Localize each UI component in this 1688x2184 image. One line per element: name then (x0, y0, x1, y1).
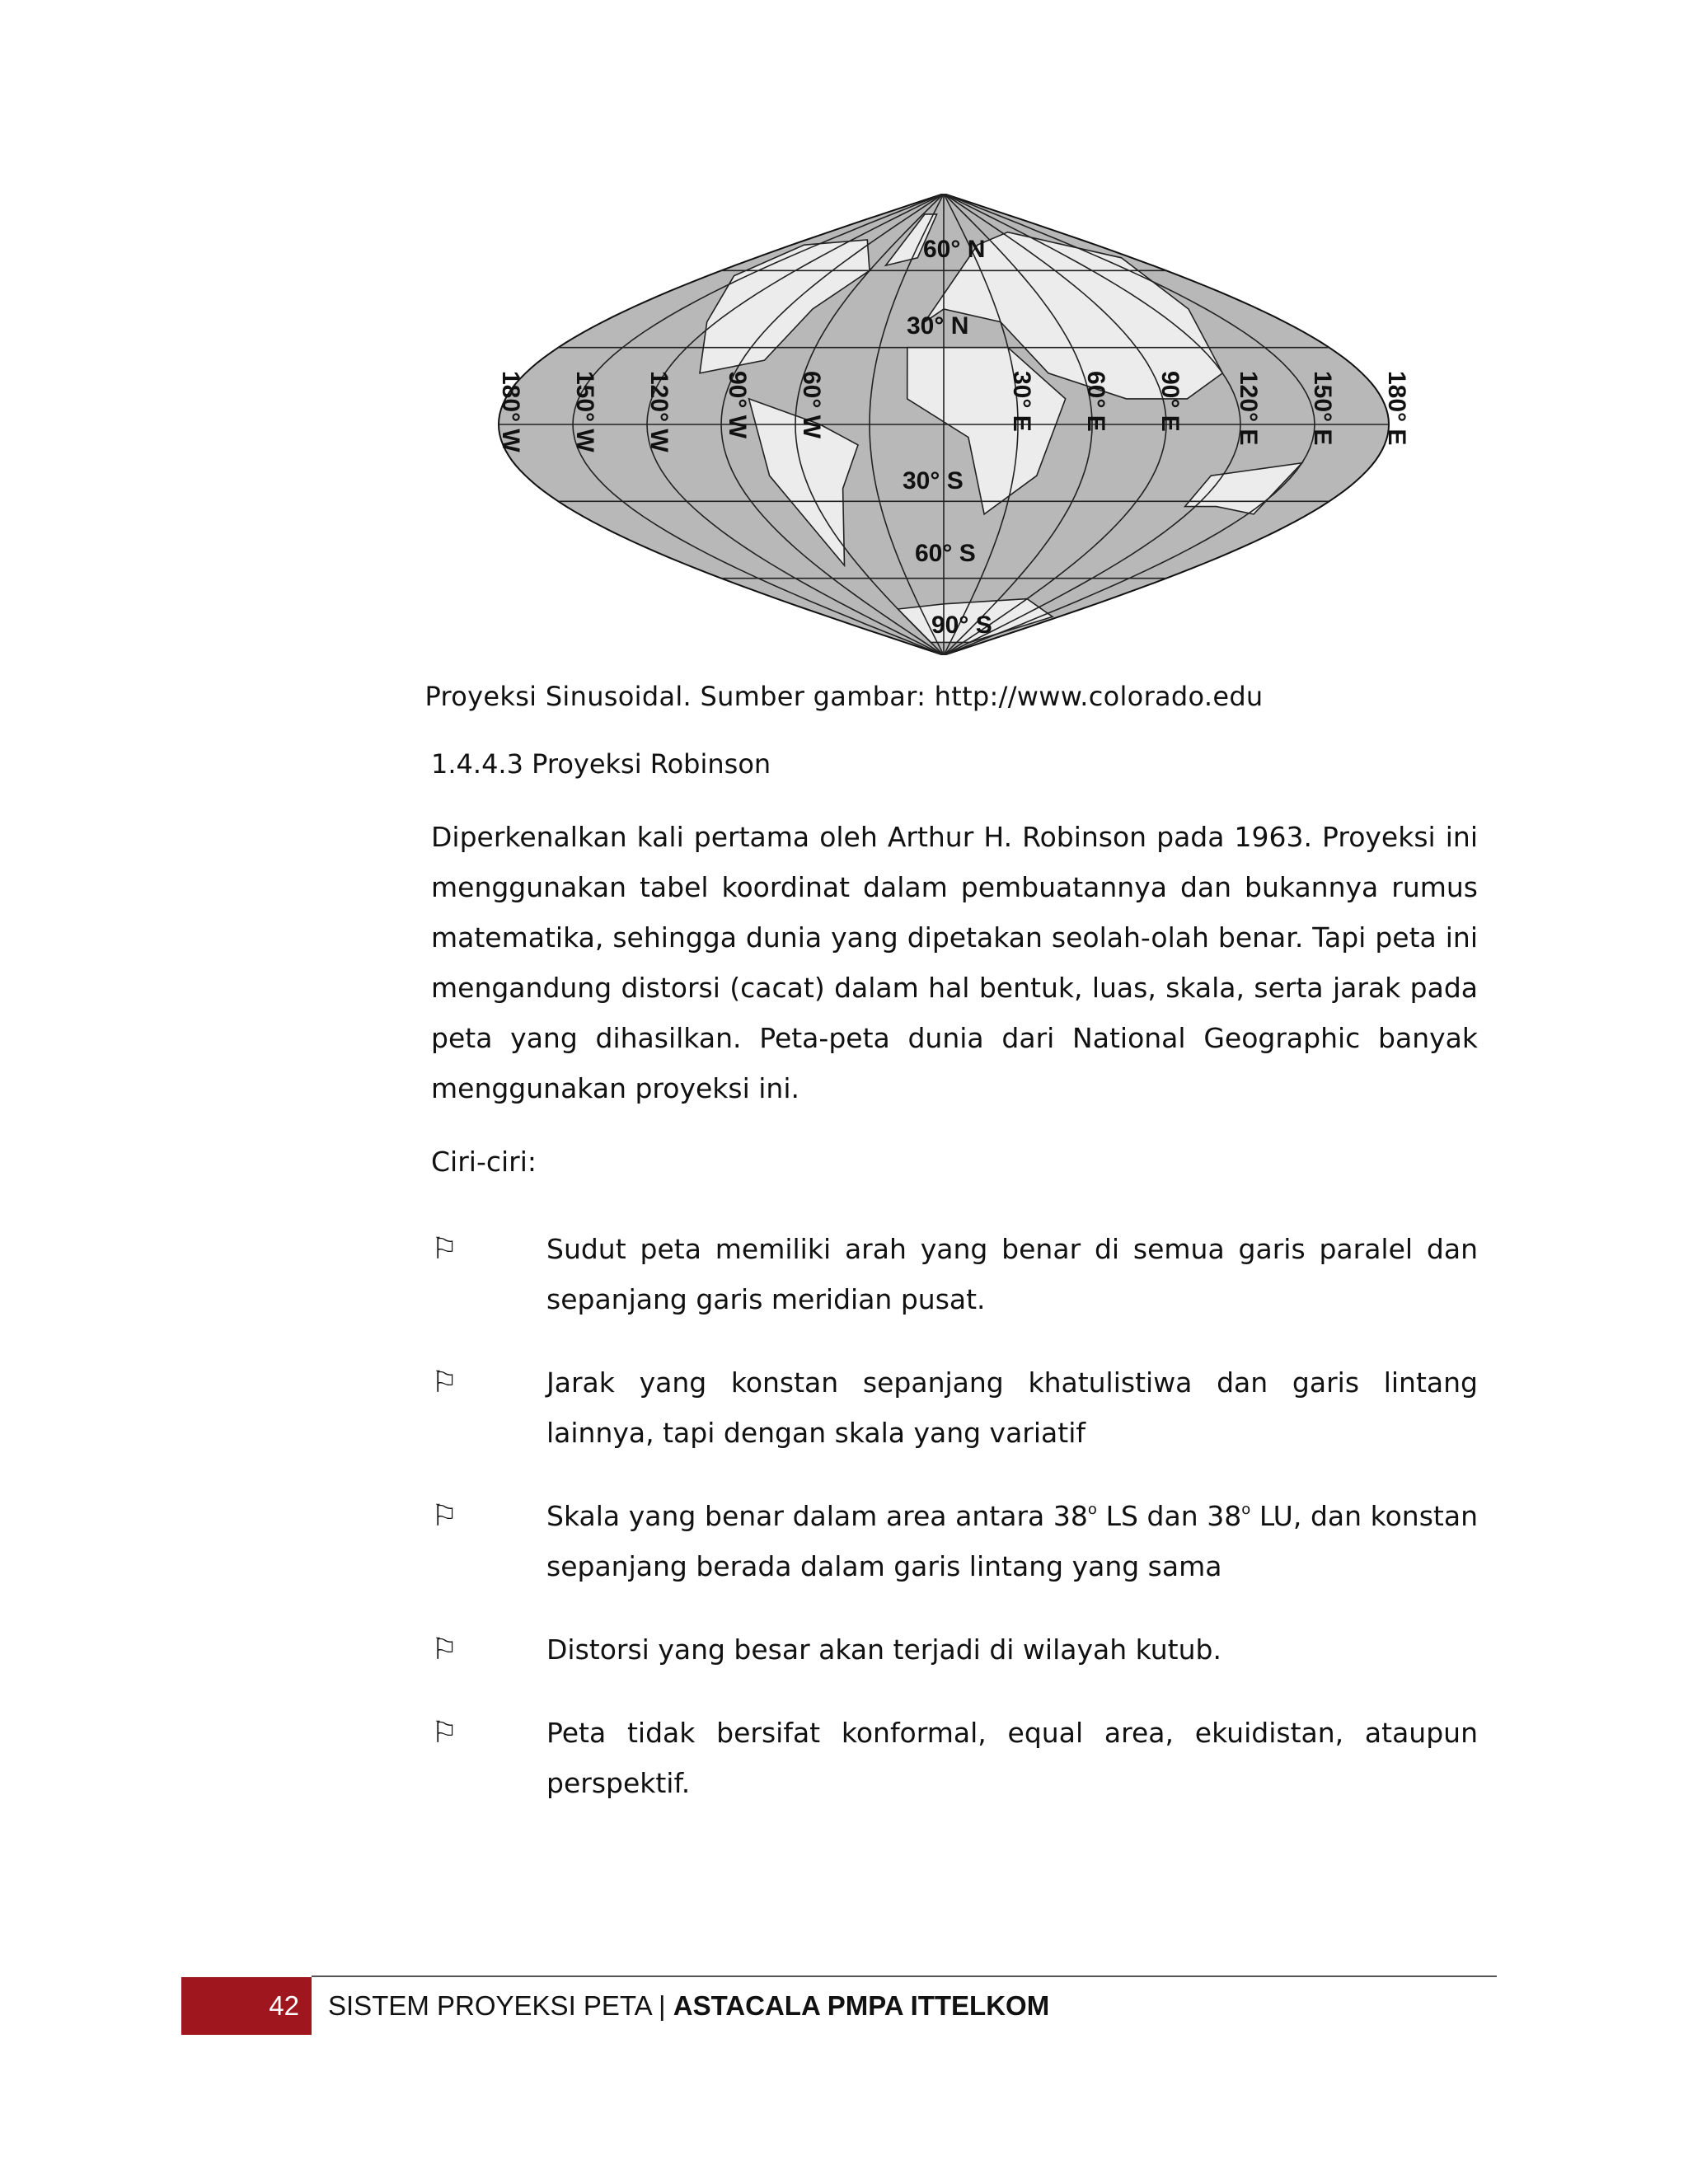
bullet-text: Sudut peta memiliki arah yang benar di semua garis paralel dan sepanjang garis meridian pusat. (546, 1233, 1478, 1315)
footer-title (328, 1977, 1049, 2035)
page-number: 42 (269, 1990, 299, 2021)
flag-icon: ⚐ (431, 1716, 458, 1750)
characteristics-label: Ciri-ciri: (431, 1146, 537, 1178)
lat-label-90s: 90° S (931, 612, 992, 639)
list-item (431, 1224, 1478, 1324)
lat-label-60n: 60° N (923, 236, 986, 263)
lon-label-90w: 90° W (724, 371, 751, 439)
flag-icon: ⚐ (431, 1232, 458, 1266)
lon-label-120e: 120° E (1235, 371, 1262, 446)
sinusoidal-map (486, 194, 1426, 655)
lon-label-30e: 30° E (1008, 371, 1035, 432)
list-item (431, 1624, 1478, 1675)
bullet-text-part: LS dan 38 (1096, 1500, 1242, 1532)
section-heading: 1.4.4.3 Proyeksi Robinson (431, 748, 771, 780)
flag-icon: ⚐ (431, 1366, 458, 1399)
sinusoidal-map-figure (486, 194, 1426, 655)
bullet-text-part: Skala yang benar dalam area antara 38 (546, 1500, 1088, 1532)
lat-label-30s: 30° S (903, 467, 964, 494)
lon-label-150e: 150° E (1309, 371, 1336, 446)
bullet-text: Peta tidak bersifat konformal, equal area, ekuidistan, ataupun perspektif. (546, 1717, 1478, 1799)
footer-separator: | (650, 1990, 673, 2021)
lat-label-30n: 30° N (907, 312, 969, 340)
section-paragraph: Diperkenalkan kali pertama oleh Arthur H. Robinson pada 1963. Proyeksi ini menggunakan tabel koordinat dalam pembuatannya dan bukannya rumus matematika, sehingga dunia yang dipetakan seolah-olah benar. Tapi peta ini mengandung distorsi (cacat) dalam hal bentuk, luas, skala, serta jarak pada peta yang dihasilkan. Peta-peta dunia dari National Geographic banyak menggunakan proyeksi ini. (431, 821, 1478, 1104)
lat-label-60s: 60° S (915, 540, 976, 567)
bullet-text-part: LU, dan konstan sepanjang berada dalam garis lintang yang sama (546, 1500, 1478, 1582)
lon-label-60e: 60° E (1082, 371, 1109, 432)
footer-org: ASTACALA PMPA ITTELKOM (673, 1990, 1050, 2021)
lon-label-180e: 180° E (1383, 371, 1410, 446)
lon-label-90e: 90° E (1156, 371, 1184, 432)
characteristics-list (431, 1224, 1478, 1841)
degree-sup: o (1087, 1501, 1097, 1518)
bullet-text: Jarak yang konstan sepanjang khatulistiwa dan garis lintang lainnya, tapi dengan skala yang variatif (546, 1366, 1478, 1449)
figure-caption: Proyeksi Sinusoidal. Sumber gambar: http://www.colorado.edu (424, 681, 1264, 712)
lon-label-120w: 120° W (645, 371, 673, 452)
list-item (431, 1708, 1478, 1808)
bullet-text (546, 1491, 1478, 1591)
flag-icon: ⚐ (431, 1499, 458, 1533)
degree-sup: o (1241, 1501, 1251, 1518)
flag-icon: ⚐ (431, 1633, 458, 1666)
bullet-text: Distorsi yang besar akan terjadi di wilayah kutub. (546, 1633, 1221, 1666)
list-item (431, 1357, 1478, 1458)
lon-label-60w: 60° W (798, 371, 825, 439)
lon-label-180w: 180° W (497, 371, 524, 452)
list-item (431, 1491, 1478, 1591)
lon-label-150w: 150° W (571, 371, 598, 452)
footer-book-title: SISTEM PROYEKSI PETA (328, 1990, 651, 2021)
